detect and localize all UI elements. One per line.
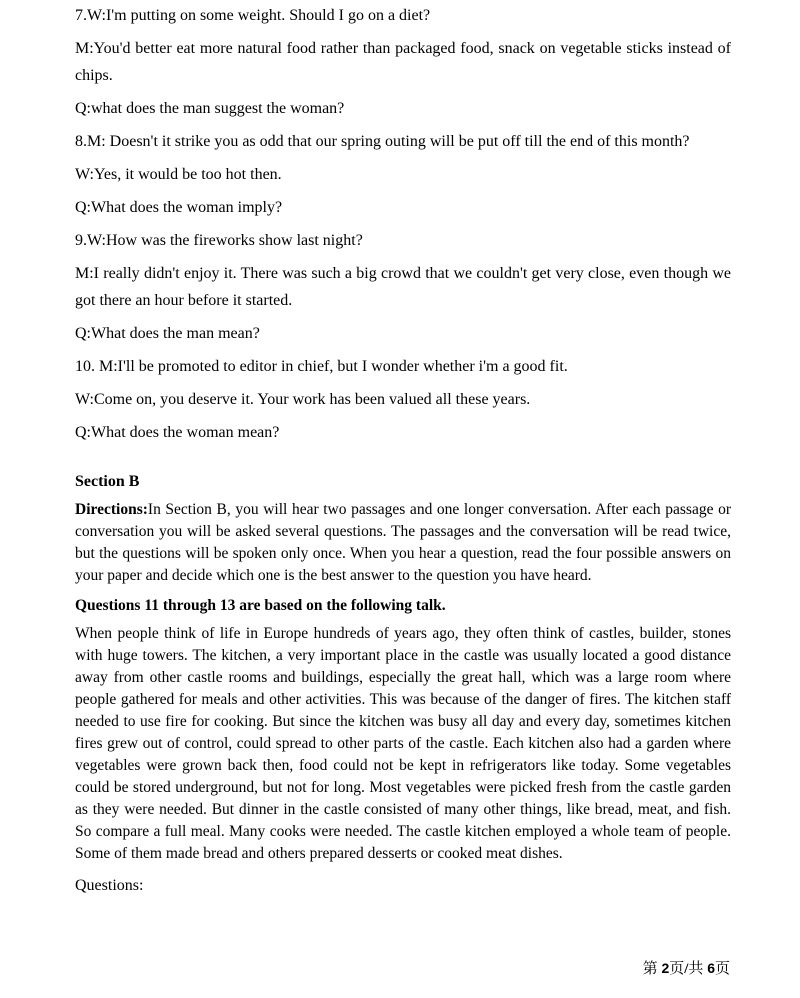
directions-text: In Section B, you will hear two passages and one longer conversation. After each passage or conversation you will be asked several questions. The passages and the conversation will be read twice, but the questions will be spoken only once. When you hear a question, read the four possible answers on your paper and decide which one is the best answer to the question you have heard. [75,501,731,584]
dialog-paragraph: W:Come on, you deserve it. Your work has been valued all these years. [75,391,531,408]
footer-current-page: 2 [661,960,670,976]
dialog-paragraph: 7.W:I'm putting on some weight. Should I go on a diet? [75,7,431,24]
footer-total-pages: 6 [707,960,715,976]
dialog-paragraph: Q:What does the woman imply? [75,199,283,216]
listening-dialog-section [75,2,731,446]
dialog-paragraph: 8.M: Doesn't it strike you as odd that our spring outing will be put off till the end of this month? [75,133,690,150]
questions-11-13-heading: Questions 11 through 13 are based on the following talk. [75,597,446,614]
footer-page-char: 页 [669,961,685,977]
section-b-heading: Section B [75,473,140,490]
footer-prefix: 第 [642,961,658,977]
dialog-paragraph: Q:what does the man suggest the woman? [75,100,345,117]
dialog-paragraph: M:You'd better eat more natural food rather than packaged food, snack on vegetable sticks instead of chips. [75,40,731,84]
page-number-indicator [643,958,730,979]
footer-total-char: 页 [714,961,730,977]
dialog-paragraph: Q:What does the woman mean? [75,424,280,441]
dialog-paragraph: 9.W:How was the fireworks show last night? [75,232,363,249]
section-b-directions [75,499,731,587]
footer-separator: / [684,961,689,977]
dialog-paragraph: Q:What does the man mean? [75,325,260,342]
dialog-paragraph: 10. M:I'll be promoted to editor in chief, but I wonder whether i'm a good fit. [75,358,568,375]
directions-label: Directions: [75,501,148,518]
section-b [75,471,731,897]
dialog-paragraph: M:I really didn't enjoy it. There was such a big crowd that we couldn't get very close, even though we got there an hour before it started. [75,265,731,309]
questions-label: Questions: [75,877,144,894]
footer-total-prefix: 共 [688,961,704,977]
listening-passage: When people think of life in Europe hundreds of years ago, they often think of castles, builder, stones with huge towers. The kitchen, a very important place in the castle was usually located a good distance away from other castle rooms and buildings, especially the great hall, which was a large room where people gathered for meals and other activities. This was because of the danger of fires. The kitchen staff needed to use fire for cooking. But since the kitchen was busy all day and every day, sometimes kitchen fires grew out of control, could spread to other parts of the castle. Each kitchen also had a garden where vegetables were grown back then, food could not be kept in refrigerators like today. Some vegetables could be stored underground, but not for long. Most vegetables were picked fresh from the castle garden as they were needed. But dinner in the castle consisted of many other things, like bread, meat, and fish. So compare a full meal. Many cooks were needed. The castle kitchen employed a whole team of people. Some of them made bread and others prepared desserts or cooked meat dishes. [75,625,731,862]
dialog-paragraph: W:Yes, it would be too hot then. [75,166,282,183]
